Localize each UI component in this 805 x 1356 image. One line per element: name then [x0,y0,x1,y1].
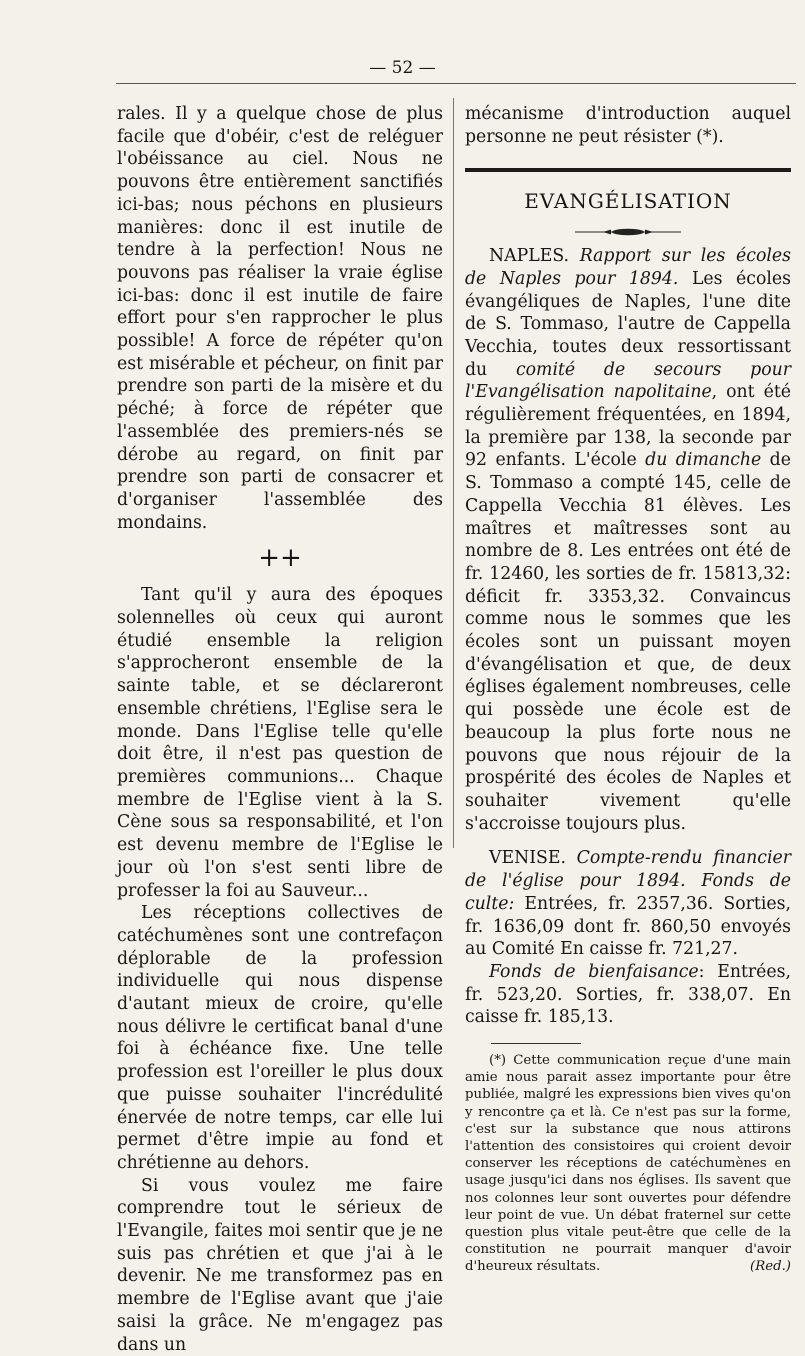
report-text: de S. Tommaso a compté 145, celle de Cappella Vecchia 81 élèves. Les maîtres et maîtresses sont au nombre de 8. Les entrées ont été de fr. 12460, les sorties de fr. 15813,32: déficit fr. 3353,32. Convaincus comme nous le sommes que les écoles sont un puissant moyen d'évangélisation et que, de deux églises également nombreuses, celle qui possède une école est de beaucoup la plus forte nous ne pouvons que nous réjouir de la prospérité des écoles de Naples et souhaiter vivement qu'elle s'accroisse toujours plus. [465,450,791,834]
place-name: VENISE. [489,848,566,869]
place-name: NAPLES. [489,246,570,267]
venise-report-continued [465,961,791,1029]
sunday-school: du dimanche [645,450,762,471]
report-text: : Entrées, fr. 523,20. Sorties, fr. 338,07. En caisse fr. 185,13. [465,961,791,1028]
fund-label: Fonds de culte: [465,871,791,914]
report-title: Compte-rendu financier de l'église pour 1894. [465,848,791,892]
naples-report [465,245,791,835]
paragraph-continuation: rales. Il y a quelque chose de plus facile que d'obéir, c'est de reléguer l'obéissance au ciel. Nous ne pouvons être entièrement sanctifiés ici-bas; nous péchons en plusieurs manières: donc il est inutile de tendre à la perfection! Nous ne pouvons pas réaliser la vraie église ici-bas: donc il est inutile de faire effort pour s'en rapprocher le plus possible! A force de répéter qu'on est misérable et pécheur, on finit par prendre son parti de la misère et du péché; à force de répéter que l'assemblée des premiers-nés se dérobe au regard, on finit par prendre son parti de consacrer et d'organiser l'assemblée des mondains. [117,104,443,533]
footnote-signature: (Red.) [750,1259,791,1275]
report-text: Entrées, fr. 2357,36. Sorties, fr. 1636,09 dont fr. 860,50 envoyés au Comité En caisse fr. 721,27. [465,893,791,960]
report-text: Les écoles évangéliques de Naples, l'une dite de S. Tommaso, l'autre de Cappella Vecchia, toutes deux ressortissant du [465,268,791,380]
header-rule [116,83,796,84]
paragraph-continuation: mécanisme d'introduction auquel personne ne peut résister (*). [465,104,791,147]
footnote-rule [491,1043,581,1044]
right-column [465,103,791,1276]
report-title: Rapport sur les écoles de Naples pour 1894. [465,246,791,289]
report-text: , ont été régulièrement fréquentées, en 1894, la première par 138, la seconde par 92 enfants. L'école [465,382,791,471]
paragraph: Si vous voulez me faire comprendre tout le sérieux de l'Evangile, faites moi sentir que je ne suis pas chrétien et que j'ai à le devenir. Ne me transformez pas en membre de l'Eglise avant que j'aie saisi la grâce. Ne m'engagez pas dans un [117,1175,443,1355]
section-rule [465,168,791,172]
paragraph: Les réceptions collectives de catéchumènes sont une contrefaçon déplorable de la profession individuelle qui nous dispense d'autant mieux de croire, qu'elle nous délivre le certificat banal d'une foi à échéance fixe. Une telle profession est l'oreiller le plus doux que puisse souhaiter l'incrédulité énervée de notre temps, car elle lui permet d'être impie au fond et chrétienne au dehors. [117,903,443,1173]
committee-name: comité de secours pour l'Evangélisation napolitaine [465,359,792,403]
paragraph: Tant qu'il y aura des époques solennelles où ceux qui auront étudié ensemble la religion s'approcheront ensemble de la sainte table, et se déclareront ensemble chrétiens, l'Eglise sera le monde. Dans l'Eglise telle qu'elle doit être, il n'est pas question de premières communions... Chaque membre de l'Eglise vient à la S. Cène sous sa responsabilité, et l'on est devenu membre de l'Eglise le jour où l'on s'est senti libre de professer la foi au Sauveur... [117,585,443,901]
page-number: — 52 — [369,58,436,78]
footnote [465,1052,791,1276]
venise-report [465,847,791,961]
section-separator: ++ [258,543,302,574]
left-column [117,103,443,1356]
footnote-text: (*) Cette communication reçue d'une main amie nous parait assez importante pour être publiée, malgré les expressions bien vives qu'on y rencontre ça et là. Ce n'est pas sur la forme, c'est sur la substance que nous attirons l'attention des consistoires qui croient devoir conserver les réceptions de catéchumènes en usage jusqu'ici dans nos églises. Ils savent que nos colonnes leur sont ouvertes pour défendre leur point de vue. Un débat fraternel sur cette question plus vitale peut-être que celle de la constitution ne pourrait manquer d'avoir d'heureux résultats. [465,1053,791,1275]
ornament-icon [465,223,791,237]
spacer [465,835,791,847]
column-divider [453,98,454,848]
section-heading: EVANGÉLISATION [524,189,732,214]
fund-label: Fonds de bienfaisance [489,961,699,982]
